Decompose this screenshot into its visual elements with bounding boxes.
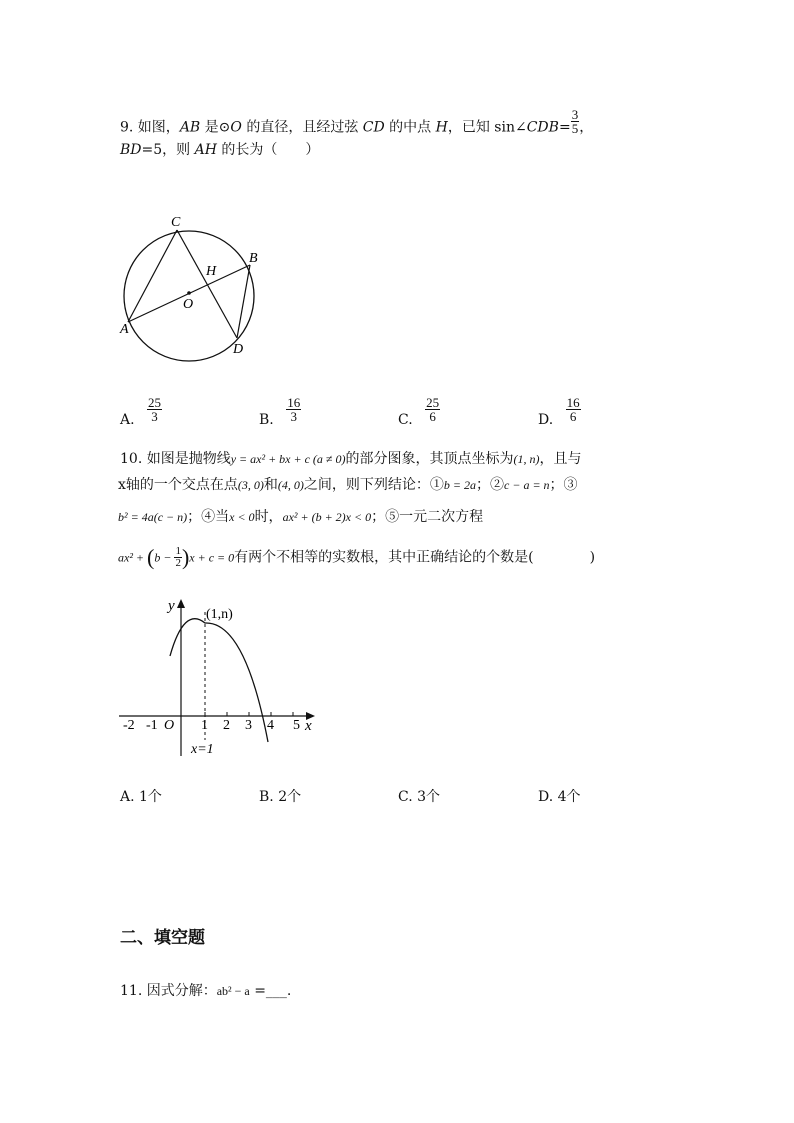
- center-dot: [187, 291, 191, 295]
- vertex-label: (1,n): [206, 607, 233, 622]
- tick-neg1: -1: [146, 718, 158, 733]
- label-A: A: [120, 322, 129, 337]
- q9-option-d[interactable]: D. $\frac{16}{6}$: [538, 395, 580, 428]
- q11-line: 11. 因式分解：ab² − a =___.: [120, 983, 292, 999]
- q10-line1: 10. 如图是抛物线y = ax² + bx + c (a ≠ 0)的部分图象，其顶点坐标为(1, n)，且与: [120, 451, 582, 467]
- tick-5: 5: [293, 718, 300, 733]
- y-axis-arrow: [177, 599, 185, 608]
- q9-option-a[interactable]: A. $\frac{25}{3}$: [120, 395, 162, 428]
- q9-option-c[interactable]: C. $\frac{25}{6}$: [398, 395, 440, 428]
- q10-line2: x轴的一个交点在点(3, 0)和(4, 0)之间，则下列结论：①b = 2a；②c − a = n；③: [118, 477, 578, 493]
- sin-fraction: $\frac{3}{5}$: [571, 107, 579, 136]
- q10-option-d[interactable]: D. 4个: [538, 789, 581, 805]
- x-label: x: [305, 718, 312, 734]
- chord-AC: [128, 230, 177, 322]
- label-O: O: [183, 297, 194, 312]
- q9-option-b[interactable]: B. $\frac{16}{3}$: [259, 395, 301, 428]
- parabola-curve: [170, 619, 268, 742]
- tick-1: 1: [201, 718, 208, 733]
- label-D: D: [233, 342, 244, 357]
- q10-parabola-graph: [115, 596, 325, 766]
- label-C: C: [171, 215, 181, 230]
- q9-line2: BD=5，则 AH 的长为（ ）: [120, 142, 320, 158]
- section-title: 二、填空题: [120, 928, 205, 948]
- q10-option-c[interactable]: C. 3个: [398, 789, 441, 805]
- q10-option-a[interactable]: A. 1个: [120, 789, 162, 805]
- axis-note: x=1: [191, 742, 214, 757]
- tick-2: 2: [223, 718, 230, 733]
- label-B: B: [249, 251, 258, 266]
- q10-option-b[interactable]: B. 2个: [259, 789, 302, 805]
- chord-CD: [177, 230, 237, 338]
- chord-BD: [237, 265, 250, 338]
- y-label: y: [168, 598, 175, 614]
- tick-4: 4: [267, 718, 274, 733]
- q9-circle-figure: [110, 210, 280, 370]
- q10-line4: ax² + (b − $\frac{1}{2}$ )x + c = 0有两个不相等的实数根，其中正确结论的个数是( ): [118, 544, 596, 570]
- origin-label: O: [164, 718, 175, 733]
- q9-line1: 9. 如图，AB 是⊙O 的直径，且经过弦 CD 的中点 H，已知 sin∠CDB= $\frac{3}{5}$ ，: [120, 107, 594, 136]
- label-H: H: [206, 264, 217, 279]
- q10-line3: b² = 4a(c − n)；④当x < 0时，ax² + (b + 2)x < 0；⑤一元二次方程: [118, 509, 484, 525]
- tick-3: 3: [245, 718, 252, 733]
- tick-neg2: -2: [123, 718, 135, 733]
